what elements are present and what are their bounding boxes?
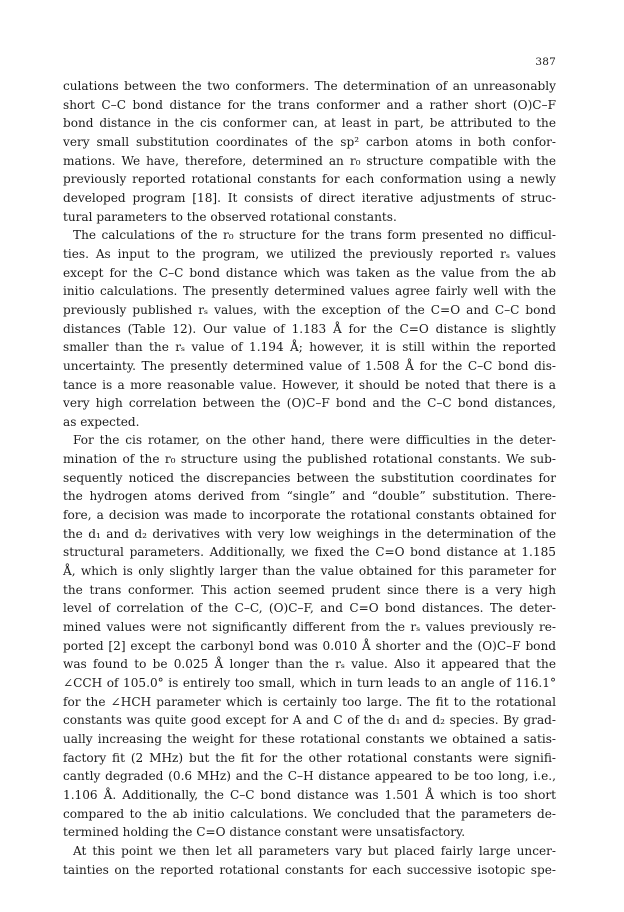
text-line: was found to be 0.025 Å longer than the rₛ value. Also it appeared that the — [63, 657, 556, 672]
text-line: bond distance in the cis conformer can, at least in part, be attributed to the — [63, 116, 556, 131]
text-line: uncertainty. The presently determined value of 1.508 Å for the C–C bond dis- — [63, 358, 556, 373]
text-line: fore, a decision was made to incorporate the rotational constants obtained for — [63, 508, 556, 523]
paragraph — [63, 431, 556, 841]
text-line: structural parameters. Additionally, we fixed the C=O bond distance at 1.185 — [63, 545, 556, 560]
text-line: The calculations of the r₀ structure for the trans form presented no difficul- — [73, 228, 556, 243]
text-line: the d₁ and d₂ derivatives with very low weighings in the determination of the — [63, 526, 556, 541]
text-line: tance is a more reasonable value. However, it should be noted that there is a — [63, 377, 556, 392]
text-line: mination of the r₀ structure using the published rotational constants. We sub- — [63, 452, 556, 467]
text-line: Å, which is only slightly larger than the value obtained for this parameter for — [63, 564, 556, 579]
text-line: sequently noticed the discrepancies between the substitution coordinates for — [63, 470, 556, 485]
text-line: tural parameters to the observed rotational constants. — [63, 209, 397, 224]
body-text — [63, 77, 556, 879]
text-line: ually increasing the weight for these rotational constants we obtained a satis- — [63, 731, 556, 746]
page-number: 387 — [535, 56, 556, 68]
text-line: the hydrogen atoms derived from “single” and “double” substitution. There- — [63, 489, 556, 504]
text-line: very high correlation between the (O)C–F bond and the C–C bond distances, — [63, 396, 556, 411]
text-line: except for the C–C bond distance which was taken as the value from the ab — [63, 265, 556, 280]
text-line: very small substitution coordinates of the sp² carbon atoms in both confor- — [63, 134, 556, 149]
text-line: For the cis rotamer, on the other hand, there were difficulties in the deter- — [73, 433, 556, 448]
text-line: tainties on the reported rotational constants for each successive isotopic spe- — [63, 862, 556, 877]
text-line: previously published rₛ values, with the exception of the C=O and C–C bond — [63, 302, 556, 317]
text-line: developed program [18]. It consists of direct iterative adjustments of struc- — [63, 190, 556, 205]
text-line: ∠CCH of 105.0° is entirely too small, which in turn leads to an angle of 116.1° — [63, 676, 556, 690]
text-line: for the ∠HCH parameter which is certainly too large. The fit to the rotational — [63, 694, 556, 709]
text-line: cantly degraded (0.6 MHz) and the C–H distance appeared to be too long, i.e., — [63, 769, 556, 784]
text-line: constants was quite good except for A and C of the d₁ and d₂ species. By grad- — [63, 713, 556, 728]
paragraph — [63, 77, 556, 226]
text-line: level of correlation of the C–C, (O)C–F, and C=O bond distances. The deter- — [63, 601, 556, 616]
text-line: as expected. — [63, 414, 140, 429]
text-line: the trans conformer. This action seemed prudent since there is a very high — [63, 582, 556, 597]
text-line: mined values were not significantly different from the rₛ values previously re- — [63, 620, 556, 635]
text-line: At this point we then let all parameters vary but placed fairly large uncer- — [73, 843, 556, 858]
text-line: mations. We have, therefore, determined an r₀ structure compatible with the — [63, 153, 556, 168]
text-line: 1.106 Å. Additionally, the C–C bond distance was 1.501 Å which is too short — [63, 787, 556, 802]
text-line: short C–C bond distance for the trans conformer and a rather short (O)C–F — [63, 97, 556, 112]
text-line: termined holding the C=O distance constant were unsatisfactory. — [63, 825, 466, 840]
text-line: distances (Table 12). Our value of 1.183 Å for the C=O distance is slightly — [63, 321, 556, 336]
text-line: initio calculations. The presently determined values agree fairly well with the — [63, 284, 556, 299]
text-line: smaller than the rₛ value of 1.194 Å; however, it is still within the reported — [63, 340, 556, 355]
text-line: previously reported rotational constants for each conformation using a newly — [63, 172, 556, 187]
text-line: ported [2] except the carbonyl bond was 0.010 Å shorter and the (O)C–F bond — [63, 638, 556, 653]
text-line: compared to the ab initio calculations. We concluded that the parameters de- — [63, 806, 556, 821]
paragraph — [63, 842, 556, 879]
paragraph — [63, 226, 556, 431]
text-line: culations between the two conformers. The determination of an unreasonably — [63, 79, 556, 93]
text-line: factory fit (2 MHz) but the fit for the other rotational constants were signifi- — [63, 750, 556, 765]
text-line: ties. As input to the program, we utilized the previously reported rₛ values — [63, 246, 556, 261]
